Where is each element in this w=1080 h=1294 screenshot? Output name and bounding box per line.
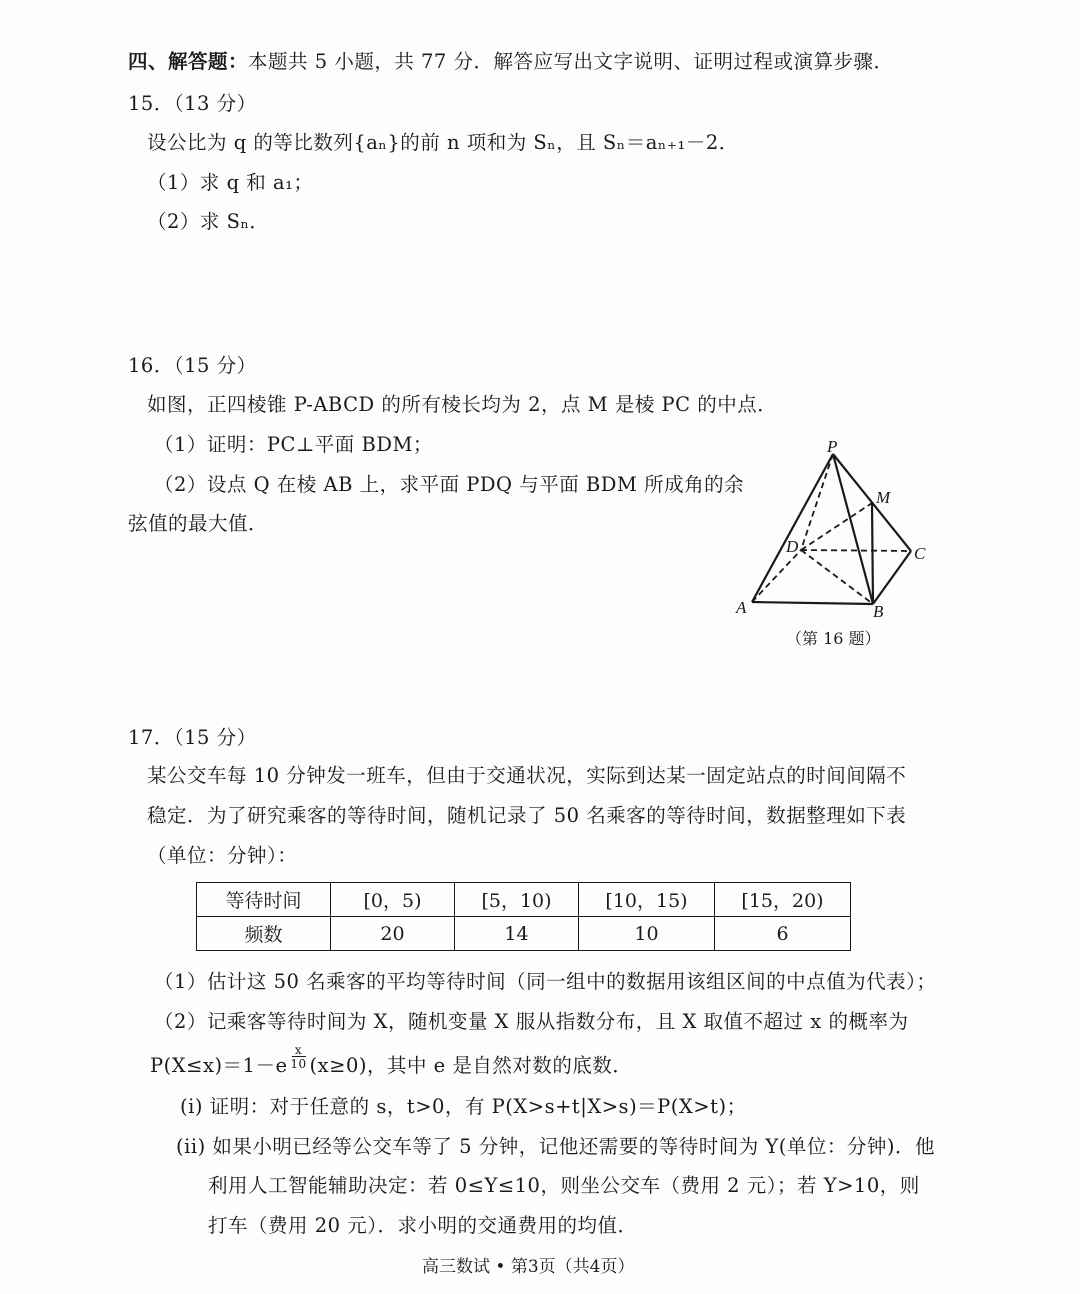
edge-BM <box>872 503 873 604</box>
q16-part2-line2: 弦值的最大值． <box>128 512 269 535</box>
section-header <box>128 48 894 76</box>
table-cell: [5，10) <box>455 883 579 917</box>
q17-stem-line2: 稳定．为了研究乘客的等待时间，随机记录了 50 名乘客的等待时间，数据整理如下表 <box>147 804 907 827</box>
label-C: C <box>914 544 926 563</box>
table-cell: [0，5) <box>331 883 455 917</box>
q17-sub-ii-line3: 打车（费用 20 元）．求小明的交通费用的均值． <box>208 1214 638 1237</box>
table-cell: [10，15) <box>579 883 715 917</box>
q17-number: 17．（15 分） <box>128 726 257 749</box>
table-cell: 等待时间 <box>197 883 331 917</box>
edge-PA <box>752 454 833 602</box>
q15-part1: （1）求 q 和 a₁； <box>147 171 314 194</box>
page-footer: 高三数试 • 第3页（共4页） <box>422 1257 635 1277</box>
frequency-table <box>196 882 851 951</box>
edge-AB <box>752 602 873 604</box>
q17-sub-i: (i) 证明：对于任意的 s，t>0，有 P(X>s+t|X>s)＝P(X>t)； <box>180 1095 747 1118</box>
q16-number: 16．（15 分） <box>128 354 257 377</box>
table-cell: 频数 <box>197 917 331 951</box>
label-B: B <box>873 602 884 621</box>
q16-stem: 如图，正四棱锥 P-ABCD 的所有棱长均为 2，点 M 是棱 PC 的中点． <box>147 393 778 416</box>
table-header-row <box>197 883 851 917</box>
edge-BC <box>873 551 911 604</box>
section-header-label: 四、解答题： <box>128 50 249 73</box>
pyramid-figure <box>730 436 940 621</box>
q17-stem-line1: 某公交车每 10 分钟发一班车，但由于交通状况，实际到达某一固定站点的时间间隔不 <box>147 764 907 787</box>
q17-part1: （1）估计这 50 名乘客的平均等待时间（同一组中的数据用该组区间的中点值为代表）； <box>154 970 937 993</box>
q15-part2: （2）求 Sₙ． <box>147 210 270 233</box>
label-D: D <box>786 537 799 556</box>
table-cell: [15，20) <box>715 883 851 917</box>
edge-DC <box>801 550 911 551</box>
q17-part2-line1: （2）记乘客等待时间为 X，随机变量 X 服从指数分布，且 X 取值不超过 x 的概率为 <box>154 1010 909 1033</box>
exponent-fraction <box>288 1043 310 1080</box>
label-A: A <box>736 598 747 617</box>
label-M: M <box>876 488 891 507</box>
formula-left: P(X≤x)＝1－e <box>150 1054 288 1077</box>
exponent-numerator: x <box>292 1044 306 1057</box>
q15-stem: 设公比为 q 的等比数列{aₙ}的前 n 项和为 Sₙ，且 Sₙ＝aₙ₊₁－2． <box>147 131 739 154</box>
q17-sub-ii-line1: (ii) 如果小明已经等公交车等了 5 分钟，记他还需要的等待时间为 Y(单位：分钟)．他 <box>176 1135 935 1158</box>
table-row <box>197 917 851 951</box>
edge-PB <box>833 454 873 604</box>
figure-caption: （第 16 题） <box>786 629 881 648</box>
section-header-text: 本题共 5 小题，共 77 分．解答应写出文字说明、证明过程或演算步骤． <box>248 50 894 73</box>
exponent-denominator: 10 <box>290 1057 307 1071</box>
edge-DM <box>801 503 872 550</box>
label-P: P <box>827 437 838 456</box>
table-cell: 10 <box>579 917 715 951</box>
q15-number: 15．（13 分） <box>128 92 257 115</box>
table-cell: 20 <box>331 917 455 951</box>
table-cell: 6 <box>715 917 851 951</box>
table-cell: 14 <box>455 917 579 951</box>
q17-sub-ii-line2: 利用人工智能辅助决定：若 0≤Y≤10，则坐公交车（费用 2 元）；若 Y>10，则 <box>208 1174 920 1197</box>
q17-formula-line <box>150 1043 633 1080</box>
q16-part2-line1: （2）设点 Q 在棱 AB 上，求平面 PDQ 与平面 BDM 所成角的余 <box>154 473 745 496</box>
formula-right: (x≥0)，其中 e 是自然对数的底数． <box>309 1054 633 1077</box>
q17-stem-line3: （单位：分钟）： <box>147 844 298 867</box>
edge-DB <box>801 550 873 604</box>
q16-part1: （1）证明：PC⊥平面 BDM； <box>154 433 433 456</box>
